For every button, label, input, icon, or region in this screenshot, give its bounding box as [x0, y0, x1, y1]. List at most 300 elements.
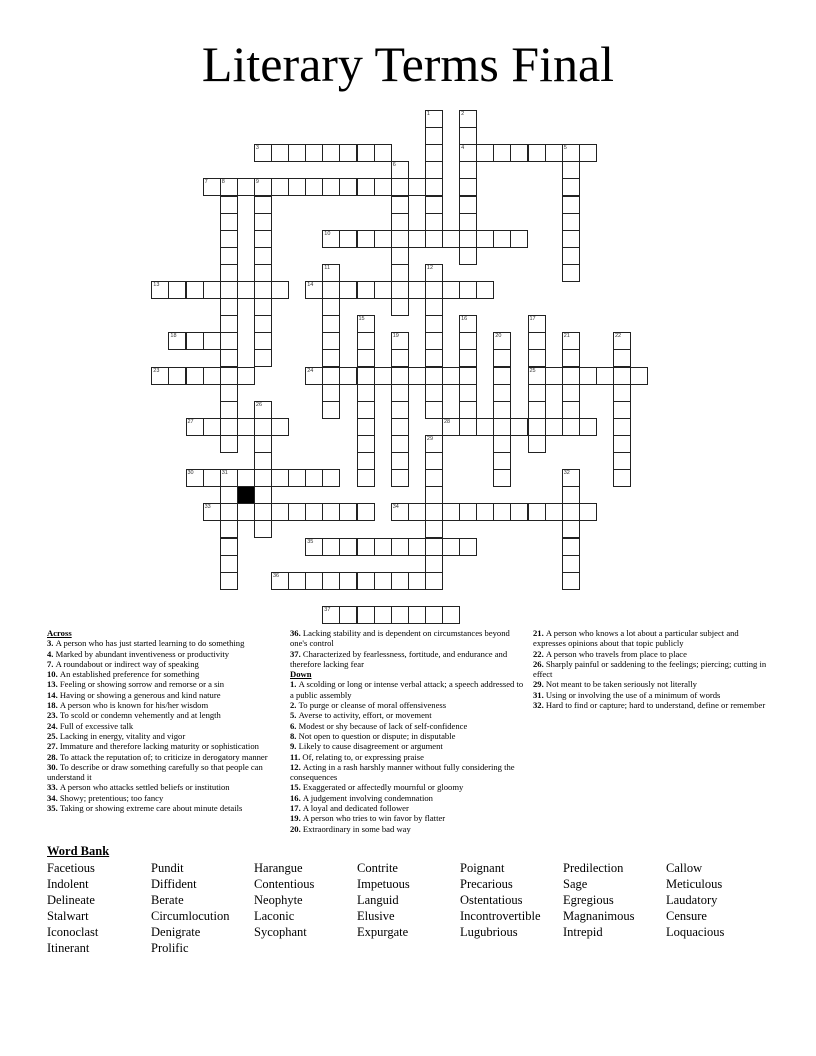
- crossword-cell[interactable]: [459, 367, 477, 385]
- crossword-cell[interactable]: [562, 144, 580, 162]
- crossword-cell[interactable]: [425, 520, 443, 538]
- crossword-cell[interactable]: [391, 349, 409, 367]
- crossword-cell[interactable]: [425, 384, 443, 402]
- crossword-cell[interactable]: [271, 572, 289, 590]
- crossword-cell[interactable]: [408, 538, 426, 556]
- crossword-cell[interactable]: [254, 452, 272, 470]
- crossword-cell[interactable]: [391, 384, 409, 402]
- crossword-cell[interactable]: [322, 469, 340, 487]
- crossword-cell[interactable]: [510, 144, 528, 162]
- crossword-cell[interactable]: [408, 572, 426, 590]
- crossword-cell[interactable]: [254, 213, 272, 231]
- crossword-cell[interactable]: [254, 144, 272, 162]
- crossword-cell[interactable]: [545, 367, 563, 385]
- crossword-cell[interactable]: [425, 606, 443, 624]
- crossword-cell[interactable]: [459, 110, 477, 128]
- crossword-cell[interactable]: [322, 178, 340, 196]
- crossword-cell[interactable]: [562, 196, 580, 214]
- crossword-cell[interactable]: [220, 401, 238, 419]
- crossword-cell[interactable]: [203, 281, 221, 299]
- crossword-cell[interactable]: [579, 144, 597, 162]
- crossword-cell[interactable]: [442, 418, 460, 436]
- crossword-cell[interactable]: [562, 503, 580, 521]
- crossword-cell[interactable]: [562, 418, 580, 436]
- crossword-cell[interactable]: [493, 349, 511, 367]
- crossword-cell[interactable]: [562, 538, 580, 556]
- clues-column-3: [533, 628, 771, 710]
- crossword-cell[interactable]: [254, 469, 272, 487]
- crossword-cell[interactable]: [425, 367, 443, 385]
- crossword-cell[interactable]: [391, 572, 409, 590]
- crossword-cell[interactable]: [203, 418, 221, 436]
- crossword-cell[interactable]: [220, 178, 238, 196]
- crossword-cell[interactable]: [425, 435, 443, 453]
- crossword-cell[interactable]: [357, 230, 375, 248]
- crossword-cell[interactable]: [322, 144, 340, 162]
- crossword-cell[interactable]: [613, 469, 631, 487]
- crossword-cell[interactable]: [391, 606, 409, 624]
- crossword-cell[interactable]: [339, 178, 357, 196]
- crossword-cell[interactable]: [220, 281, 238, 299]
- crossword-cell[interactable]: [408, 367, 426, 385]
- crossword-cell[interactable]: [562, 264, 580, 282]
- crossword-cell[interactable]: [391, 538, 409, 556]
- crossword-cell[interactable]: [459, 230, 477, 248]
- crossword-cell[interactable]: [391, 161, 409, 179]
- crossword-cell[interactable]: [305, 144, 323, 162]
- crossword-cell[interactable]: [493, 384, 511, 402]
- crossword-cell[interactable]: [339, 367, 357, 385]
- crossword-cell[interactable]: [203, 503, 221, 521]
- crossword-cell[interactable]: [357, 367, 375, 385]
- crossword-cell[interactable]: [425, 401, 443, 419]
- crossword-cell[interactable]: [391, 435, 409, 453]
- crossword-cell[interactable]: [305, 503, 323, 521]
- crossword-cell[interactable]: [305, 281, 323, 299]
- crossword-cell[interactable]: [220, 367, 238, 385]
- crossword-cell[interactable]: [425, 469, 443, 487]
- crossword-cell[interactable]: [425, 110, 443, 128]
- crossword-cell[interactable]: [203, 178, 221, 196]
- crossword-cell[interactable]: [459, 144, 477, 162]
- crossword-cell[interactable]: [374, 281, 392, 299]
- crossword-cell[interactable]: [391, 367, 409, 385]
- crossword-cell[interactable]: [425, 213, 443, 231]
- crossword-cell[interactable]: [391, 213, 409, 231]
- crossword-cell[interactable]: [288, 178, 306, 196]
- crossword-cell[interactable]: [425, 230, 443, 248]
- crossword-cell[interactable]: [322, 572, 340, 590]
- crossword-cell[interactable]: [339, 538, 357, 556]
- crossword-cell[interactable]: [357, 606, 375, 624]
- crossword-cell[interactable]: [493, 469, 511, 487]
- crossword-cell[interactable]: [510, 230, 528, 248]
- crossword-cell[interactable]: [562, 367, 580, 385]
- crossword-cell[interactable]: [425, 127, 443, 145]
- crossword-cell[interactable]: [425, 264, 443, 282]
- crossword-cell[interactable]: [220, 503, 238, 521]
- crossword-cell[interactable]: [220, 196, 238, 214]
- crossword-cell[interactable]: [220, 572, 238, 590]
- crossword-cell[interactable]: [562, 401, 580, 419]
- crossword-cell[interactable]: [322, 298, 340, 316]
- crossword-cell[interactable]: [254, 178, 272, 196]
- crossword-cell[interactable]: [391, 264, 409, 282]
- crossword-cell[interactable]: [271, 503, 289, 521]
- crossword-cell[interactable]: [613, 401, 631, 419]
- crossword-cell[interactable]: [254, 503, 272, 521]
- crossword-cell[interactable]: [357, 281, 375, 299]
- crossword-cell[interactable]: [322, 332, 340, 350]
- crossword-cell[interactable]: [186, 281, 204, 299]
- crossword-cell[interactable]: [374, 538, 392, 556]
- crossword-cell[interactable]: [203, 332, 221, 350]
- crossword-cell[interactable]: [459, 418, 477, 436]
- crossword-cell[interactable]: [562, 247, 580, 265]
- crossword-cell[interactable]: [493, 367, 511, 385]
- crossword-cell[interactable]: [528, 435, 546, 453]
- crossword-cell[interactable]: [459, 384, 477, 402]
- crossword-cell[interactable]: [391, 178, 409, 196]
- crossword-cell[interactable]: [579, 367, 597, 385]
- crossword-cell[interactable]: [220, 384, 238, 402]
- crossword-cell[interactable]: [168, 367, 186, 385]
- crossword-cell[interactable]: [254, 401, 272, 419]
- crossword-cell[interactable]: [493, 435, 511, 453]
- crossword-cell[interactable]: [562, 161, 580, 179]
- crossword-cell[interactable]: [528, 332, 546, 350]
- crossword-cell[interactable]: [220, 213, 238, 231]
- crossword-cell[interactable]: [271, 281, 289, 299]
- crossword-cell[interactable]: [254, 196, 272, 214]
- crossword-cell[interactable]: [357, 384, 375, 402]
- crossword-cell[interactable]: [254, 520, 272, 538]
- crossword-cell[interactable]: [442, 538, 460, 556]
- crossword-cell[interactable]: [408, 230, 426, 248]
- crossword-cell[interactable]: [357, 572, 375, 590]
- crossword-cell[interactable]: [459, 401, 477, 419]
- crossword-cell[interactable]: [339, 572, 357, 590]
- crossword-cell[interactable]: [254, 435, 272, 453]
- crossword-cell[interactable]: [425, 281, 443, 299]
- crossword-cell[interactable]: [220, 486, 238, 504]
- crossword-cell[interactable]: [391, 469, 409, 487]
- crossword-cell[interactable]: [237, 418, 255, 436]
- crossword-cell[interactable]: [510, 418, 528, 436]
- crossword-cell[interactable]: [357, 178, 375, 196]
- crossword-cell[interactable]: [322, 384, 340, 402]
- crossword-cell[interactable]: [288, 144, 306, 162]
- crossword-cell[interactable]: [339, 281, 357, 299]
- crossword-cell[interactable]: [305, 178, 323, 196]
- crossword-cell[interactable]: [562, 555, 580, 573]
- crossword-cell[interactable]: [408, 503, 426, 521]
- crossword-cell[interactable]: [425, 538, 443, 556]
- crossword-cell[interactable]: [425, 315, 443, 333]
- clue-num: 22.: [533, 648, 546, 659]
- crossword-cell[interactable]: [254, 264, 272, 282]
- crossword-cell[interactable]: [220, 435, 238, 453]
- crossword-cell[interactable]: [528, 418, 546, 436]
- crossword-cell[interactable]: [562, 230, 580, 248]
- crossword-cell[interactable]: [391, 298, 409, 316]
- crossword-cell[interactable]: [493, 332, 511, 350]
- crossword-cell[interactable]: [391, 452, 409, 470]
- crossword-cell[interactable]: [459, 178, 477, 196]
- crossword-cell[interactable]: [220, 349, 238, 367]
- crossword-cell[interactable]: [476, 230, 494, 248]
- crossword-cell[interactable]: [408, 606, 426, 624]
- crossword-cell[interactable]: [203, 469, 221, 487]
- crossword-cell[interactable]: [545, 144, 563, 162]
- crossword-cell[interactable]: [545, 503, 563, 521]
- crossword-cell[interactable]: [408, 281, 426, 299]
- crossword-cell[interactable]: [168, 332, 186, 350]
- crossword-cell[interactable]: [459, 349, 477, 367]
- crossword-cell[interactable]: [562, 486, 580, 504]
- crossword-cell[interactable]: [237, 503, 255, 521]
- crossword-cell[interactable]: [391, 418, 409, 436]
- crossword-cell[interactable]: [357, 144, 375, 162]
- crossword-cell[interactable]: [237, 367, 255, 385]
- crossword-cell[interactable]: [271, 144, 289, 162]
- crossword-cell[interactable]: [562, 349, 580, 367]
- crossword-cell[interactable]: [322, 349, 340, 367]
- crossword-cell[interactable]: [425, 452, 443, 470]
- crossword-cell[interactable]: [425, 349, 443, 367]
- crossword-cell[interactable]: [459, 315, 477, 333]
- crossword-cell[interactable]: [442, 281, 460, 299]
- crossword-cell[interactable]: [254, 349, 272, 367]
- crossword-cell[interactable]: [374, 606, 392, 624]
- crossword-cell[interactable]: [596, 367, 614, 385]
- crossword-cell[interactable]: [374, 367, 392, 385]
- crossword-cell[interactable]: [220, 298, 238, 316]
- crossword-cell[interactable]: [237, 469, 255, 487]
- crossword-cell[interactable]: [186, 367, 204, 385]
- crossword-cell[interactable]: [425, 503, 443, 521]
- crossword-cell[interactable]: [357, 401, 375, 419]
- crossword-cell[interactable]: [374, 230, 392, 248]
- crossword-cell[interactable]: [425, 332, 443, 350]
- clue-text: A person who tries to win favor by flatter: [302, 813, 446, 824]
- crossword-cell[interactable]: [220, 315, 238, 333]
- crossword-cell[interactable]: [459, 503, 477, 521]
- crossword-cell[interactable]: [237, 178, 255, 196]
- clue-text: Feeling or showing sorrow and remorse or a sin: [59, 679, 225, 690]
- crossword-cell[interactable]: [459, 247, 477, 265]
- crossword-cell[interactable]: [220, 520, 238, 538]
- crossword-cell[interactable]: [220, 418, 238, 436]
- crossword-cell[interactable]: [391, 401, 409, 419]
- crossword-cell[interactable]: [545, 418, 563, 436]
- crossword-cell[interactable]: [476, 418, 494, 436]
- crossword-cell[interactable]: [442, 503, 460, 521]
- crossword-cell[interactable]: [339, 606, 357, 624]
- crossword-cell[interactable]: [168, 281, 186, 299]
- clue-number: 15: [358, 316, 365, 323]
- word-bank-item: Iconoclast: [47, 925, 99, 939]
- crossword-cell[interactable]: [493, 144, 511, 162]
- crossword-cell[interactable]: [186, 469, 204, 487]
- crossword-cell[interactable]: [271, 469, 289, 487]
- crossword-cell[interactable]: [528, 503, 546, 521]
- crossword-cell[interactable]: [254, 298, 272, 316]
- crossword-cell[interactable]: [613, 435, 631, 453]
- crossword-cell[interactable]: [322, 264, 340, 282]
- crossword-cell[interactable]: [305, 469, 323, 487]
- crossword-cell[interactable]: [476, 144, 494, 162]
- crossword-cell[interactable]: [288, 503, 306, 521]
- crossword-cell[interactable]: [254, 332, 272, 350]
- crossword-cell[interactable]: [493, 503, 511, 521]
- crossword-cell[interactable]: [322, 367, 340, 385]
- crossword-cell[interactable]: [305, 367, 323, 385]
- crossword-cell[interactable]: [271, 418, 289, 436]
- crossword-cell[interactable]: [562, 384, 580, 402]
- crossword-cell[interactable]: [562, 213, 580, 231]
- clue-text: A person who is known for his/her wisdom: [59, 700, 209, 711]
- crossword-cell[interactable]: [357, 435, 375, 453]
- crossword-cell[interactable]: [613, 452, 631, 470]
- crossword-cell[interactable]: [562, 178, 580, 196]
- crossword-cell[interactable]: [322, 281, 340, 299]
- crossword-cell[interactable]: [459, 332, 477, 350]
- crossword-cell[interactable]: [493, 418, 511, 436]
- crossword-cell[interactable]: [357, 503, 375, 521]
- crossword-cell[interactable]: [476, 281, 494, 299]
- crossword-cell[interactable]: [425, 486, 443, 504]
- crossword-cell[interactable]: [579, 418, 597, 436]
- crossword-cell[interactable]: [562, 332, 580, 350]
- crossword-cell[interactable]: [528, 401, 546, 419]
- crossword-cell[interactable]: [562, 572, 580, 590]
- crossword-cell[interactable]: [391, 196, 409, 214]
- crossword-cell[interactable]: [203, 367, 221, 385]
- crossword-cell[interactable]: [288, 469, 306, 487]
- crossword-cell[interactable]: [357, 452, 375, 470]
- crossword-cell[interactable]: [528, 144, 546, 162]
- crossword-cell[interactable]: [220, 469, 238, 487]
- crossword-cell[interactable]: [562, 520, 580, 538]
- crossword-cell[interactable]: [186, 332, 204, 350]
- crossword-cell[interactable]: [510, 503, 528, 521]
- crossword-cell[interactable]: [391, 230, 409, 248]
- crossword-cell[interactable]: [425, 555, 443, 573]
- crossword-cell[interactable]: [459, 281, 477, 299]
- crossword-cell[interactable]: [391, 503, 409, 521]
- crossword-cell[interactable]: [493, 452, 511, 470]
- crossword-cell[interactable]: [613, 349, 631, 367]
- crossword-cell[interactable]: [613, 367, 631, 385]
- crossword-cell[interactable]: [305, 572, 323, 590]
- crossword-cell[interactable]: [630, 367, 648, 385]
- clue-num: 1.: [290, 679, 299, 690]
- crossword-cell[interactable]: [459, 213, 477, 231]
- crossword-cell[interactable]: [357, 538, 375, 556]
- crossword-cell[interactable]: [562, 469, 580, 487]
- crossword-cell[interactable]: [459, 127, 477, 145]
- crossword-cell[interactable]: [391, 247, 409, 265]
- crossword-cell[interactable]: [493, 401, 511, 419]
- crossword-cell[interactable]: [271, 178, 289, 196]
- crossword-cell[interactable]: [528, 367, 546, 385]
- crossword-cell[interactable]: [442, 230, 460, 248]
- crossword-cell[interactable]: [357, 315, 375, 333]
- crossword-cell[interactable]: [254, 281, 272, 299]
- crossword-cell[interactable]: [220, 555, 238, 573]
- crossword-cell[interactable]: [220, 538, 238, 556]
- crossword-cell[interactable]: [357, 332, 375, 350]
- crossword-cell[interactable]: [425, 298, 443, 316]
- crossword-cell[interactable]: [391, 332, 409, 350]
- crossword-cell[interactable]: [220, 230, 238, 248]
- crossword-cell[interactable]: [425, 144, 443, 162]
- crossword-cell[interactable]: [357, 469, 375, 487]
- crossword-cell[interactable]: [254, 247, 272, 265]
- crossword-cell[interactable]: [322, 606, 340, 624]
- crossword-cell[interactable]: [254, 486, 272, 504]
- crossword-cell[interactable]: [339, 144, 357, 162]
- crossword-cell[interactable]: [357, 349, 375, 367]
- crossword-cell[interactable]: [322, 401, 340, 419]
- crossword-cell[interactable]: [442, 606, 460, 624]
- crossword-cell[interactable]: [613, 332, 631, 350]
- crossword-cell[interactable]: [339, 503, 357, 521]
- crossword-cell[interactable]: [425, 196, 443, 214]
- crossword-cell[interactable]: [322, 503, 340, 521]
- crossword-cell[interactable]: [151, 281, 169, 299]
- crossword-cell[interactable]: [528, 384, 546, 402]
- crossword-cell[interactable]: [254, 418, 272, 436]
- crossword-cell[interactable]: [391, 281, 409, 299]
- crossword-cell[interactable]: [186, 418, 204, 436]
- crossword-cell[interactable]: [254, 230, 272, 248]
- crossword-cell[interactable]: [476, 503, 494, 521]
- crossword-cell[interactable]: [459, 196, 477, 214]
- crossword-cell[interactable]: [459, 161, 477, 179]
- crossword-cell[interactable]: [357, 418, 375, 436]
- crossword-cell[interactable]: [493, 230, 511, 248]
- crossword-cell[interactable]: [305, 538, 323, 556]
- crossword-cell[interactable]: [613, 418, 631, 436]
- crossword-cell[interactable]: [220, 247, 238, 265]
- crossword-cell[interactable]: [339, 230, 357, 248]
- crossword-cell[interactable]: [322, 538, 340, 556]
- crossword-cell[interactable]: [425, 161, 443, 179]
- crossword-cell[interactable]: [374, 144, 392, 162]
- crossword-cell[interactable]: [374, 572, 392, 590]
- crossword-cell[interactable]: [579, 503, 597, 521]
- crossword-cell[interactable]: [425, 178, 443, 196]
- crossword-cell[interactable]: [322, 230, 340, 248]
- crossword-cell[interactable]: [220, 264, 238, 282]
- crossword-cell[interactable]: [254, 315, 272, 333]
- crossword-cell[interactable]: [220, 332, 238, 350]
- crossword-cell[interactable]: [613, 384, 631, 402]
- crossword-cell[interactable]: [425, 572, 443, 590]
- crossword-cell[interactable]: [528, 315, 546, 333]
- crossword-cell[interactable]: [442, 367, 460, 385]
- crossword-cell[interactable]: [374, 178, 392, 196]
- crossword-cell[interactable]: [322, 315, 340, 333]
- crossword-cell[interactable]: [459, 538, 477, 556]
- crossword-cell[interactable]: [408, 178, 426, 196]
- crossword-cell[interactable]: [288, 572, 306, 590]
- crossword-cell[interactable]: [151, 367, 169, 385]
- crossword-cell[interactable]: [528, 349, 546, 367]
- crossword-cell[interactable]: [237, 281, 255, 299]
